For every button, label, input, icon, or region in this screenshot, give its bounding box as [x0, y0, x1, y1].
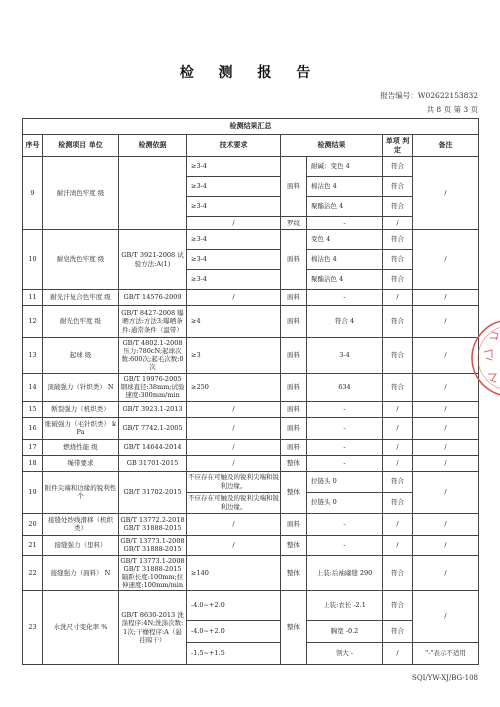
cell-judge: 符合 — [383, 555, 413, 591]
cell-req: / — [187, 217, 281, 230]
cell-judge: / — [383, 290, 413, 306]
cell-item: 顶破强力（针织类） N — [43, 373, 119, 401]
cell-req: / — [187, 290, 281, 306]
cell-req: ≥3-4 — [187, 270, 281, 290]
cell-item: 耐光色牢度 级 — [43, 306, 119, 338]
cell-part: 面料 — [281, 306, 307, 338]
cell-part: 整体 — [281, 455, 307, 471]
cell-judge: / — [383, 417, 413, 439]
cell-judge: 符合 — [383, 157, 413, 177]
cell-req: ≥3-4 — [187, 197, 281, 217]
cell-judge: / — [383, 455, 413, 471]
cell-judge: 符合 — [383, 230, 413, 250]
cell-remark: / — [413, 417, 479, 439]
cell-basis: GB/T 7742.1-2005 — [119, 417, 187, 439]
cell-part: 面料 — [281, 401, 307, 417]
cell-seq: 16 — [23, 417, 43, 439]
cell-item: 接缝强力（面料） N — [43, 555, 119, 591]
cell-req: ≥3-4 — [187, 177, 281, 197]
cell-basis: GB/T 8630-2013 洗涤程序:4N;洗涤次数:1次;干燥程序:A（悬挂晾干） — [119, 591, 187, 665]
header-item: 检测项目 单位 — [43, 135, 119, 157]
cell-req: ≥140 — [187, 555, 281, 591]
cell-basis: GB/T 3923.1-2013 — [119, 401, 187, 417]
cell-basis: GB/T 13772.2-2018 GB/T 31888-2015 — [119, 513, 187, 535]
cell-req: -4.0~+2.0 — [187, 591, 281, 621]
cell-judge: 符合 — [383, 373, 413, 401]
document-code: SQI/YW-XJ/BG-108 — [412, 674, 478, 682]
cell-part: 面料 — [281, 439, 307, 455]
table-row — [23, 306, 479, 338]
cell-judge: 符合 — [383, 270, 413, 290]
header-result: 检测结果 — [281, 135, 383, 157]
cell-req: / — [187, 439, 281, 455]
cell-seq: 18 — [23, 455, 43, 471]
cell-req: -4.0~+2.0 — [187, 621, 281, 643]
cell-judge: 符合 — [383, 591, 413, 621]
table-row — [23, 157, 479, 177]
cell-judge: 符合 — [383, 306, 413, 338]
cell-basis: GB/T 31702-2015 — [119, 471, 187, 513]
cell-part: 面料 — [281, 157, 307, 217]
cell-seq: 14 — [23, 373, 43, 401]
cell-part: 面料 — [281, 290, 307, 306]
table-row — [23, 455, 479, 471]
cell-judge: 符合 — [383, 250, 413, 270]
cell-basis: GB/T 14644-2014 — [119, 439, 187, 455]
cell-remark: / — [413, 157, 479, 230]
table-row — [23, 373, 479, 401]
table-row — [23, 230, 479, 250]
cell-judge: / — [383, 439, 413, 455]
cell-basis: GB/T 3921-2008 试验方法:A(1) — [119, 230, 187, 290]
table-row — [23, 535, 479, 555]
cell-req: ≥250 — [187, 373, 281, 401]
cell-basis: GB/T 14576-2009 — [119, 290, 187, 306]
cell-part: 罗纹 — [281, 217, 307, 230]
cell-req: ≥3-4 — [187, 157, 281, 177]
cell-judge: / — [383, 513, 413, 535]
cell-req: 不应存在可触及的锐利尖端和锐利边缘。 — [187, 471, 281, 492]
cell-result: 上装:衣长 -2.1 — [307, 591, 383, 621]
cell-remark: / — [413, 230, 479, 290]
cell-remark: / — [413, 373, 479, 401]
table-row — [23, 555, 479, 591]
cell-seq: 11 — [23, 290, 43, 306]
cell-basis: GB 31701-2015 — [119, 455, 187, 471]
cell-item: 耐皂洗色牢度 级 — [43, 230, 119, 290]
cell-result: 聚酯沾色 4 — [307, 270, 383, 290]
cell-req: -1.5~+1.5 — [187, 643, 281, 665]
cell-basis: GB/T 4802.1-2008 压力:780cN;起球次数:600次;起毛次数:0次 — [119, 338, 187, 374]
cell-result: - — [307, 401, 383, 417]
table-row — [23, 471, 479, 492]
cell-remark: / — [413, 535, 479, 555]
cell-result: - — [307, 513, 383, 535]
cell-req: / — [187, 455, 281, 471]
cell-result: 拉链头 0 — [307, 471, 383, 492]
table-row — [23, 401, 479, 417]
header-remark: 备注 — [413, 135, 479, 157]
cell-result: - — [307, 290, 383, 306]
cell-remark: / — [413, 471, 479, 513]
cell-item: 接缝处纱线滑移（机织类） — [43, 513, 119, 535]
cell-item: 胀破强力（毛针织类） kPa — [43, 417, 119, 439]
cell-judge: 符合 — [383, 338, 413, 374]
page-info: 共 8 页 第 3 页 — [426, 105, 478, 114]
cell-result: 634 — [307, 373, 383, 401]
cell-result: - — [307, 217, 383, 230]
cell-item: 接缝强力（里料） — [43, 535, 119, 555]
table-row — [23, 513, 479, 535]
cell-part: 整体 — [281, 471, 307, 513]
report-number — [380, 90, 478, 101]
cell-seq: 22 — [23, 555, 43, 591]
cell-item: 起球 级 — [43, 338, 119, 374]
cell-part: 面料 — [281, 513, 307, 535]
header-seq: 序号 — [23, 135, 43, 157]
cell-judge: 符合 — [383, 471, 413, 492]
cell-req: / — [187, 401, 281, 417]
report-title: 检 测 报 告 — [179, 65, 321, 81]
cell-req: ≥3-4 — [187, 230, 281, 250]
table-row — [23, 591, 479, 621]
cell-remark: / — [413, 455, 479, 471]
cell-judge: 符合 — [383, 197, 413, 217]
cell-remark: "-"表示不适用 — [413, 643, 479, 665]
cell-judge: / — [383, 217, 413, 230]
cell-item: 燃烧性能 级 — [43, 439, 119, 455]
cell-basis: GB/T 13773.1-2008 GB/T 31888-2015 — [120, 536, 185, 553]
cell-judge: 符合 — [383, 177, 413, 197]
table-row — [23, 439, 479, 455]
cell-seq: 12 — [23, 306, 43, 338]
cell-remark: / — [413, 591, 479, 643]
cell-part: 面料 — [281, 417, 307, 439]
cell-result: - — [307, 535, 383, 555]
cell-remark: / — [413, 513, 479, 535]
cell-remark: / — [413, 306, 479, 338]
cell-remark: / — [413, 401, 479, 417]
cell-judge: / — [383, 643, 413, 665]
cell-result: - — [307, 417, 383, 439]
cell-seq: 17 — [23, 439, 43, 455]
table-row — [23, 290, 479, 306]
cell-remark: / — [413, 338, 479, 374]
cell-req: / — [187, 417, 281, 439]
cell-seq: 20 — [23, 513, 43, 535]
cell-item: 耐光汗复合色牢度 级 — [43, 290, 119, 306]
table-row — [23, 417, 479, 439]
cell-req: / — [187, 513, 281, 535]
cell-req: 不应存在可触及的锐利尖端和锐利边缘。 — [187, 492, 281, 513]
cell-seq: 23 — [23, 591, 43, 665]
cell-item: 断裂强力（机织类） — [43, 401, 119, 417]
cell-result: - — [307, 455, 383, 471]
cell-seq: 21 — [23, 535, 43, 555]
cell-result: 棉沾色 4 — [307, 177, 383, 197]
cell-result: 拉链头 0 — [307, 492, 383, 513]
cell-item: 绳带要求 — [43, 455, 119, 471]
header-judge: 单项 判定 — [383, 135, 413, 157]
header-basis: 检测依据 — [119, 135, 187, 157]
cell-result: 符合 4 — [307, 306, 383, 338]
cell-judge: 符合 — [383, 621, 413, 643]
cell-seq: 10 — [23, 230, 43, 290]
cell-result: 棉沾色 4 — [307, 250, 383, 270]
cell-basis: GB/T 19976-2005 钢球直径:38mm;试验速度:300mm/min — [119, 373, 187, 401]
cell-part: 面料 — [281, 338, 307, 374]
cell-result: 3-4 — [307, 338, 383, 374]
cell-basis: GB/T 13773.1-2008 GB/T 31888-2015 隔距长度:100mm;拉伸速度:100mm/min — [120, 556, 185, 589]
cell-seq: 19 — [23, 471, 43, 513]
cell-judge: / — [383, 535, 413, 555]
table-row — [23, 338, 479, 374]
cell-result: 变色 4 — [307, 230, 383, 250]
cell-req: ≥3 — [187, 338, 281, 374]
header-req: 技术要求 — [187, 135, 281, 157]
cell-result: 聚酯沾色 4 — [307, 197, 383, 217]
cell-req: ≥4 — [187, 306, 281, 338]
cell-part: 面料 — [281, 230, 307, 290]
section-title: 检测结果汇总 — [23, 119, 479, 135]
cell-part: 面料 — [281, 373, 307, 401]
cell-basis: GB/T 8427-2008 曝晒方法:方法3;曝晒条件:通常条件（温带） — [119, 306, 187, 338]
cell-req: / — [187, 535, 281, 555]
cell-result: 上装:后袖窿缝 290 — [307, 555, 383, 591]
cell-remark: / — [413, 290, 479, 306]
cell-seq: 15 — [23, 401, 43, 417]
results-table — [22, 118, 479, 665]
cell-remark: / — [413, 555, 479, 591]
cell-basis — [119, 157, 187, 230]
red-seal-stamp — [470, 318, 500, 398]
cell-seq: 13 — [23, 338, 43, 374]
cell-part: 整体 — [281, 555, 307, 591]
cell-result: 领大 - — [307, 643, 383, 665]
report-number-label: 报告编号： — [380, 91, 418, 100]
cell-result: 耐碱：变色 4 — [307, 157, 383, 177]
cell-judge: / — [383, 401, 413, 417]
cell-remark: / — [413, 439, 479, 455]
cell-part: 整体 — [281, 591, 307, 665]
cell-item: 附件尖端和边缘的锐利性 个 — [43, 471, 119, 513]
cell-judge: 符合 — [383, 492, 413, 513]
report-number-value: W02622153832 — [417, 91, 478, 100]
cell-item: 水洗尺寸变化率 % — [43, 591, 119, 665]
cell-result: - — [307, 439, 383, 455]
cell-req: ≥3-4 — [187, 250, 281, 270]
cell-part: 整体 — [281, 535, 307, 555]
cell-seq: 9 — [23, 157, 43, 230]
cell-item: 耐汗渍色牢度 级 — [43, 157, 119, 230]
cell-result: 胸宽 -0.2 — [307, 621, 383, 643]
